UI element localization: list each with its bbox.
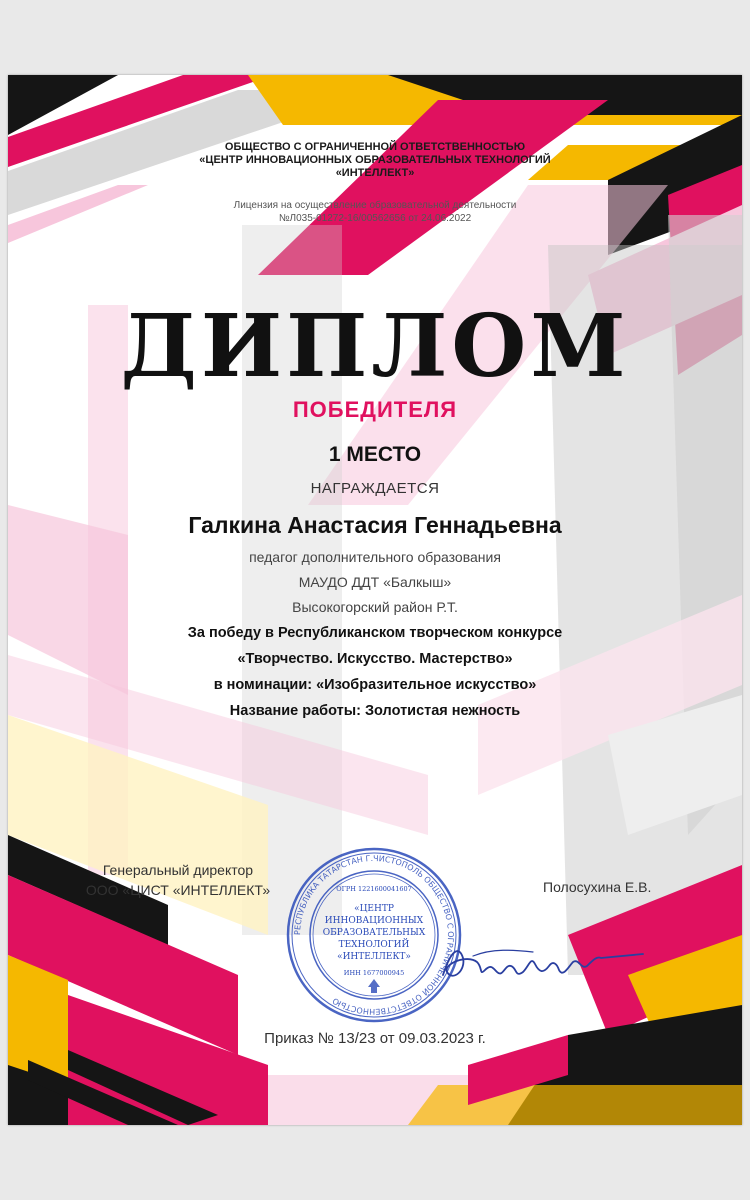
nomination: в номинации: «Изобразительное искусство» [213,677,537,693]
org-line-2: «ЦЕНТР ИННОВАЦИОННЫХ ОБРАЗОВАТЕЛЬНЫХ ТЕХНОЛОГИЙ [199,154,551,166]
stamp-center-line-2: ИННОВАЦИОННЫХ [324,916,424,926]
stamp-inn: ИНН 1677000945 [343,969,405,977]
stamp-emblem-icon [368,979,380,993]
order-number: Приказ № 13/23 от 09.03.2023 г. [264,1030,486,1047]
recipient-position: педагог дополнительного образования [249,549,501,565]
organization-name [8,141,742,180]
stamp-center-line-4: ТЕХНОЛОГИЙ [338,940,410,950]
stamp-center-line-1: «ЦЕНТР [354,904,394,914]
award-reason-line-1: За победу в Республиканском творческом конкурсе [187,625,563,641]
recipient-name: Галкина Анастасия Геннадьевна [188,512,562,538]
recipient-district: Высокогорский район Р.Т. [292,599,458,615]
director-line-1: Генеральный директор [102,862,254,878]
certificate-content [8,75,742,1125]
director-name: Полосухина Е.В. [543,879,652,895]
org-line-1: ОБЩЕСТВО С ОГРАНИЧЕННОЙ ОТВЕТСТВЕННОСТЬЮ [224,141,526,153]
certificate-sheet [8,75,742,1125]
stamp-ogrn: ОГРН 1221600041607 [336,885,412,893]
org-line-3: «ИНТЕЛЛЕКТ» [335,167,415,179]
stamp-ring-text: РЕСПУБЛИКА ТАТАРСТАН Г.ЧИСТОПОЛЬ ОБЩЕСТВО С ОГРАНИЧЕННОЙ ОТВЕТСТВЕННОСТЬЮ [292,853,456,1017]
work-title: Название работы: Золотистая нежность [229,703,521,719]
handwritten-signature [433,920,648,995]
award-reason-line-2: «Творчество. Искусство. Мастерство» [237,651,513,667]
stamp-center-line-5: «ИНТЕЛЛЕКТ» [337,952,411,962]
director-title [68,860,288,900]
license-line-2: №Л035-01272-16/00562656 от 24.06.2022 [278,213,472,224]
place-label: 1 МЕСТО [328,443,422,466]
certificate-subtitle: ПОБЕДИТЕЛЯ [292,397,458,422]
stamp-center-line-3: ОБРАЗОВАТЕЛЬНЫХ [322,928,426,938]
certificate-title: ДИПЛОМ [120,296,630,397]
license-line-1: Лицензия на осуществление образовательной деятельности [233,200,517,211]
recipient-institution: МАУДО ДДТ «Балкыш» [298,574,452,590]
awarded-label: НАГРАЖДАЕТСЯ [310,480,440,497]
director-line-2: ООО «ЦИСТ «ИНТЕЛЛЕКТ» [85,882,271,898]
license-info [8,199,742,225]
